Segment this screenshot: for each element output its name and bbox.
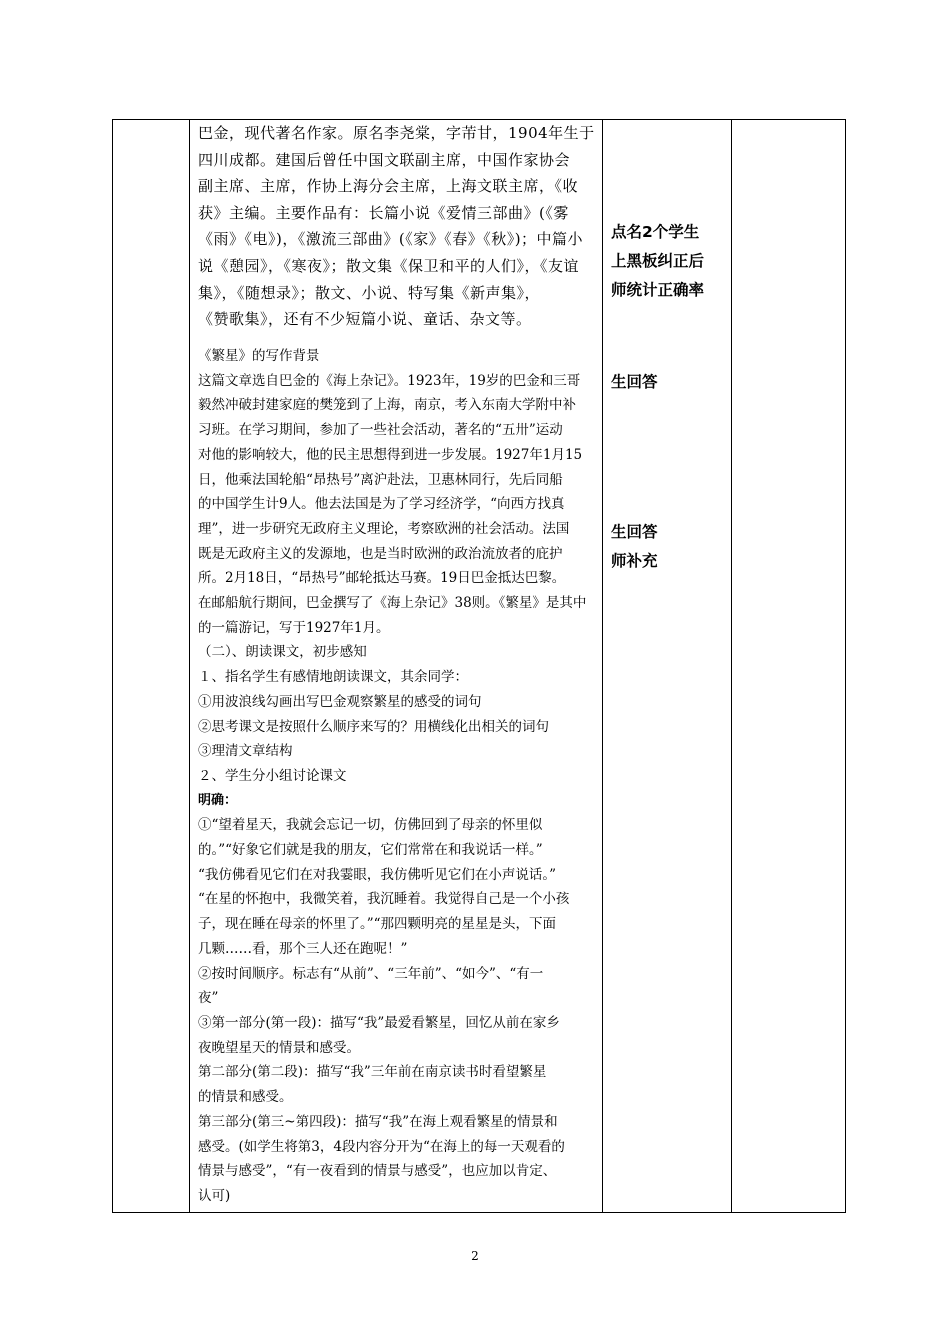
teacher-note-supplement [611,518,727,576]
column-divider [731,120,732,1212]
text-line: 日，他乘法国轮船“昂热号”离沪赴法，卫惠林同行，先后同船 [198,471,563,488]
section-title: 《繁星》的写作背景 [198,348,320,364]
bio-line: 集》，《随想录》；散文、小说、特写集《新声集》， [198,283,541,302]
answer-line: 的。”“好象它们就是我的朋友，它们常常在和我说话一样。” [198,842,543,859]
text-line: 所。2月18日，“昂热号”邮轮抵达马赛。19日巴金抵达巴黎。 [198,570,566,587]
bio-line: 巴金，现代著名作家。原名李尧棠，字芾甘，1904年生于 [198,124,595,142]
bio-line: 说《憩园》，《寒夜》；散文集《保卫和平的人们》，《友谊 [198,256,580,275]
answer-line: ③第一部分(第一段)：描写“我”最爱看繁星，回忆从前在家乡 [198,1014,560,1031]
text-line: 既是无政府主义的发源地，也是当时欧洲的政治流放者的庇护 [198,545,563,562]
text-line: 毅然冲破封建家庭的樊笼到了上海，南京，考入东南大学附中补 [198,397,576,414]
answer-line: 夜晚望星天的情景和感受。 [198,1039,360,1056]
answer-line: “在星的怀抱中，我微笑着，我沉睡着。我觉得自己是一个小孩 [198,891,570,908]
answer-line: 第二部分(第二段)：描写“我”三年前在南京读书时看望繁星 [198,1064,547,1081]
note-line: 上黑板纠正后 [611,252,705,270]
answer-line: 夜” [198,990,219,1007]
bio-line: 《赞歌集》，还有不少短篇小说、童话、杂文等。 [198,310,532,329]
step-item: １、指名学生有感情地朗读课文，其余同学： [198,669,468,686]
text-line: 的中国学生计9人。他去法国是为了学习经济学，“向西方找真 [198,496,565,513]
answer-line: “我仿佛看见它们在对我霎眼，我仿佛听见它们在小声说话。” [198,866,557,883]
answer-line: ①“望着星天，我就会忘记一切，仿佛回到了母亲的怀里似 [198,817,543,834]
bio-line: 副主席、主席，作协上海分会主席，上海文联主席，《收 [198,177,579,196]
answer-line: 子，现在睡在母亲的怀里了。”“那四颗明亮的星星是头，下面 [198,916,557,933]
column-divider [189,120,190,1212]
mingque-label: 明确： [198,792,238,808]
bio-line: 《雨》《电》)，《激流三部曲》(《家》《春》《秋》)；中篇小 [198,230,584,249]
note-line: 师补充 [611,552,658,570]
step-item: ③理清文章结构 [198,743,293,760]
step-heading: （二）、朗读课文，初步感知 [198,644,367,661]
text-line: 理”，进一步研究无政府主义理论，考察欧洲的社会活动。法国 [198,520,570,537]
bio-line: 四川成都。建国后曾任中国文联副主席，中国作家协会 [198,150,571,169]
text-line: 的一篇游记，写于1927年1月。 [198,619,390,636]
teacher-note-answer [611,368,727,397]
answer-line: 认可) [198,1187,231,1204]
answer-line: 感受。(如学生将第3，4段内容分开为“在海上的每一天观看的 [198,1138,565,1155]
answer-line: 情景与感受”，“有一夜看到的情景与感受”，也应加以肯定、 [198,1163,557,1180]
text-line: 在邮船航行期间，巴金撰写了《海上杂记》38则。《繁星》是其中 [198,595,587,612]
step-item: ２、学生分小组讨论课文 [198,767,347,784]
page-number: 2 [471,1249,479,1263]
answer-line: 几颗……看，那个三人还在跑呢！” [198,940,408,957]
note-line: 师统计正确率 [611,281,705,299]
step-item: ②思考课文是按照什么顺序来写的？用横线化出相关的词句 [198,718,549,735]
column-divider [602,120,603,1212]
note-line: 点名2个学生 [611,223,700,241]
text-line: 习班。在学习期间，参加了一些社会活动，著名的“五卅”运动 [198,422,563,439]
answer-line: ②按时间顺序。标志有“从前”、“三年前”、“如今”、“有一 [198,965,544,982]
lesson-content [198,344,598,1209]
author-bio [198,120,598,333]
bio-line: 获》主编。主要作品有：长篇小说《爱情三部曲》(《雾 [198,203,569,222]
teacher-note-correction [611,218,727,305]
text-line: 对他的影响较大，他的民主思想得到进一步发展。1927年1月15 [198,446,583,463]
note-line: 生回答 [611,523,658,541]
note-line: 生回答 [611,373,658,391]
step-item: ①用波浪线勾画出写巴金观察繁星的感受的词句 [198,693,482,710]
text-line: 这篇文章选自巴金的《海上杂记》。1923年，19岁的巴金和三哥 [198,372,581,389]
answer-line: 的情景和感受。 [198,1089,293,1106]
answer-line: 第三部分(第三~第四段)：描写“我”在海上观看繁星的情景和 [198,1113,558,1130]
